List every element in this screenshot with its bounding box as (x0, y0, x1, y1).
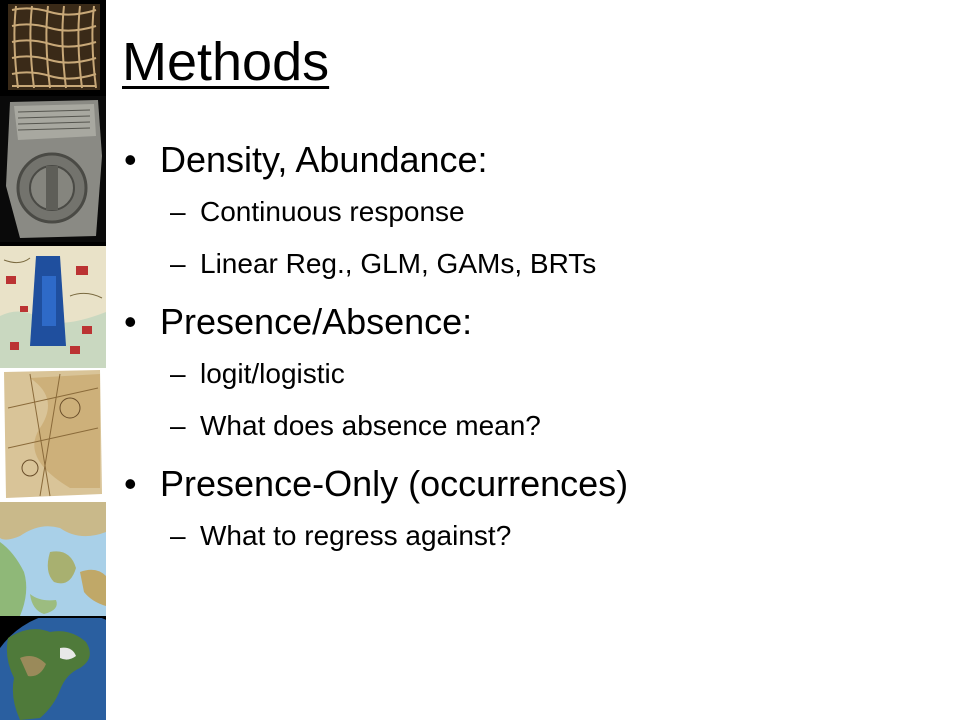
dash-marker: – (170, 358, 186, 389)
dash-marker: – (170, 520, 186, 551)
bullet-text: Density, Abundance: (160, 139, 488, 180)
sub-bullet-item (122, 192, 942, 232)
dash-marker: – (170, 196, 186, 227)
sub-bullet-item (122, 244, 942, 284)
image-sidebar (0, 0, 106, 720)
bullet-item (122, 134, 942, 186)
clay-tablet-map-thumbnail (0, 96, 106, 242)
relief-map-thumbnail (0, 502, 106, 616)
bullet-marker: • (124, 463, 137, 504)
sub-bullet-text: logit/logistic (200, 358, 345, 389)
sub-bullet-item (122, 406, 942, 446)
sub-bullet-text: Continuous response (200, 196, 465, 227)
sub-bullet-text: Linear Reg., GLM, GAMs, BRTs (200, 248, 597, 279)
bullet-item (122, 296, 942, 348)
sub-bullet-item (122, 516, 942, 556)
bullet-item (122, 458, 942, 510)
bullet-text: Presence/Absence: (160, 301, 473, 342)
slide-title: Methods (122, 32, 330, 92)
parchment-map-thumbnail (0, 368, 106, 502)
dash-marker: – (170, 410, 186, 441)
sub-bullet-item (122, 354, 942, 394)
globe-thumbnail (0, 618, 106, 720)
grid-map-thumbnail (0, 0, 106, 96)
dash-marker: – (170, 248, 186, 279)
bullet-list (122, 134, 942, 568)
medieval-map-thumbnail (0, 246, 106, 368)
sub-bullet-text: What does absence mean? (200, 410, 541, 441)
bullet-marker: • (124, 301, 137, 342)
sub-bullet-text: What to regress against? (200, 520, 512, 551)
bullet-text: Presence-Only (occurrences) (160, 463, 629, 504)
bullet-marker: • (124, 139, 137, 180)
